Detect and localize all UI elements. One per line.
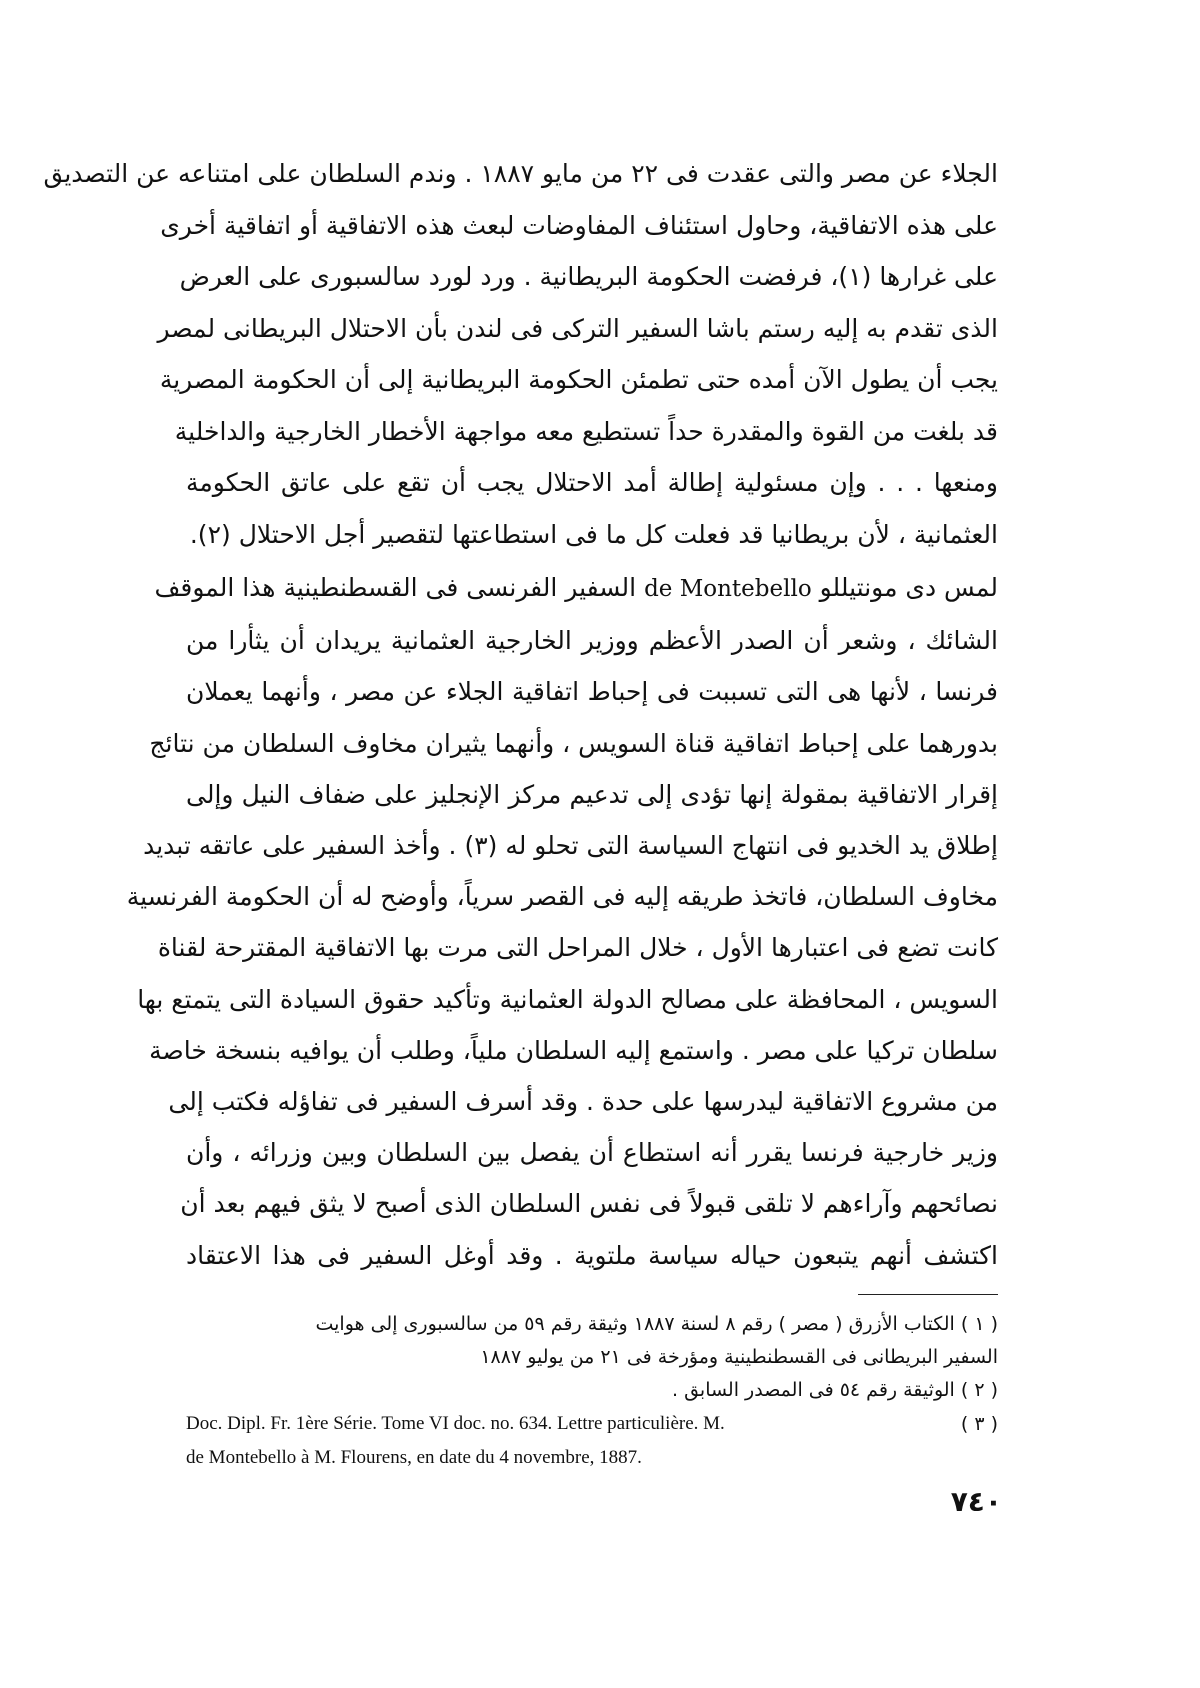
footnote-3-number: ( ٣ ): [960, 1413, 998, 1435]
paragraph-1: [43, 148, 998, 560]
text-line: الجلاء عن مصر والتى عقدت فى ٢٢ من مايو ١٨٨٧ . وندم السلطان على امتناعه عن التصديق: [43, 159, 998, 188]
footnote-3-line-1: [186, 1407, 998, 1441]
text-fragment: لمس دى مونتيللو: [819, 573, 998, 602]
text-fragment: السفير الفرنسى فى القسطنطينية هذا الموقف: [154, 573, 637, 602]
page-number: ٧٤٠: [950, 1485, 1002, 1518]
footnotes: [186, 1308, 998, 1475]
text-line: ومنعها . . . وإن مسئولية إطالة أمد الاحتلال يجب أن تقع على عاتق الحكومة: [186, 468, 998, 497]
footnote-separator: [858, 1294, 998, 1295]
footnote-3-text: Doc. Dipl. Fr. 1ère Série. Tome VI doc. no. 634. Lettre particulière. M.: [186, 1413, 725, 1434]
text-line: إطلاق يد الخديو فى انتهاج السياسة التى تحلو له (٣) . وأخذ السفير على عاتقه تبديد: [143, 831, 998, 861]
text-line: على هذه الاتفاقية، وحاول استئناف المفاوضات لبعث هذه الاتفاقية أو اتفاقية أخرى: [160, 210, 998, 240]
latin-name: de Montebello: [644, 576, 812, 602]
text-line: اكتشف أنهم يتبعون حياله سياسة ملتوية . وقد أوغل السفير فى هذا الاعتقاد: [186, 1240, 998, 1270]
paragraph-2: [126, 562, 998, 1281]
footnote-2: ( ٢ ) الوثيقة رقم ٥٤ فى المصدر السابق .: [671, 1379, 998, 1401]
text-line: الشائك ، وشعر أن الصدر الأعظم ووزير الخارجية العثمانية يريدان أن يثأرا من: [186, 626, 998, 656]
text-line: قد بلغت من القوة والمقدرة حداً تستطيع معه مواجهة الأخطار الخارجية والداخلية: [174, 416, 998, 446]
text-line: من مشروع الاتفاقية ليدرسها على حدة . وقد أسرف السفير فى تفاؤله فكتب إلى: [168, 1087, 998, 1117]
footnote-1-line-1: ( ١ ) الكتاب الأزرق ( مصر ) رقم ٨ لسنة ١٨٨٧ وثيقة رقم ٥٩ من سالسبورى إلى هوايت: [315, 1313, 998, 1335]
text-line: على غرارها (١)، فرفضت الحكومة البريطانية . ورد لورد سالسبورى على العرض: [179, 262, 998, 291]
text-line: الذى تقدم به إليه رستم باشا السفير التركى فى لندن بأن الاحتلال البريطانى لمصر: [157, 313, 998, 343]
text-line: فرنسا ، لأنها هى التى تسببت فى إحباط اتفاقية الجلاء عن مصر ، وأنهما يعملان: [186, 677, 998, 707]
text-line: إقرار الاتفاقية بمقولة إنها تؤدى إلى تدعيم مركز الإنجليز على ضفاف النيل وإلى: [186, 779, 998, 809]
text-line: السويس ، المحافظة على مصالح الدولة العثمانية وتأكيد حقوق السيادة التى يتمتع بها: [137, 984, 998, 1014]
text-line: بدورهما على إحباط اتفاقية قناة السويس ، وأنهما يثيران مخاوف السلطان من نتائج: [149, 728, 998, 758]
footnote-3-line-2: de Montebello à M. Flourens, en date du 4 novembre, 1887.: [186, 1447, 642, 1468]
text-line: يجب أن يطول الآن أمده حتى تطمئن الحكومة البريطانية إلى أن الحكومة المصرية: [159, 365, 998, 394]
text-line: العثمانية ، لأن بريطانيا قد فعلت كل ما فى استطاعتها لتقصير أجل الاحتلال (٢).: [189, 519, 998, 549]
text-line: سلطان تركيا على مصر . واستمع إليه السلطان ملياً، وطلب أن يوافيه بنسخة خاصة: [149, 1035, 998, 1065]
text-line: نصائحهم وآراءهم لا تلقى قبولاً فى نفس السلطان الذى أصبح لا يثق فيهم بعد أن: [180, 1189, 998, 1219]
text-line: وزير خارجية فرنسا يقرر أنه استطاع أن يفصل بين السلطان وبين وزرائه ، وأن: [186, 1138, 998, 1168]
footnote-1-line-2: السفير البريطانى فى القسطنطينية ومؤرخة فى ٢١ من يوليو ١٨٨٧: [480, 1346, 998, 1368]
text-line: مخاوف السلطان، فاتخذ طريقه إليه فى القصر سرياً، وأوضح له أن الحكومة الفرنسية: [126, 882, 998, 912]
text-line: كانت تضع فى اعتبارها الأول ، خلال المراحل التى مرت بها الاتفاقية المقترحة لقناة: [157, 933, 998, 963]
text-line-first: [154, 562, 998, 615]
